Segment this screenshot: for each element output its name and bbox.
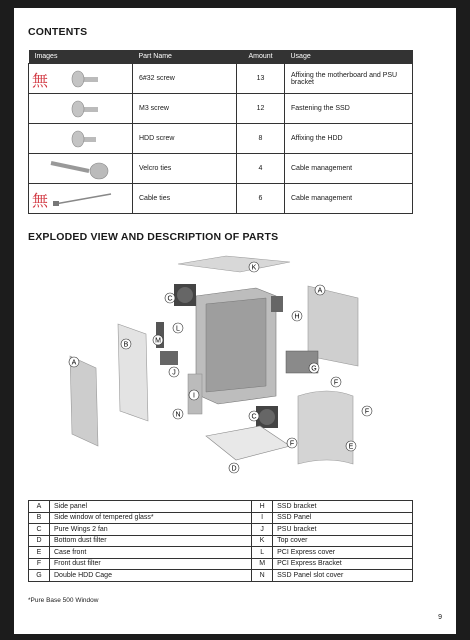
callout-k: K [251, 264, 257, 272]
callout-h: H [294, 313, 300, 321]
part-letter: N [252, 570, 273, 582]
part-letter: C [29, 524, 50, 536]
part-letter: K [252, 535, 273, 547]
table-row [29, 154, 413, 184]
table-row [29, 64, 413, 94]
bottom-filter-part [206, 426, 290, 460]
table-row [29, 558, 413, 570]
amount: 4 [237, 154, 285, 184]
part-description: Case front [50, 547, 252, 559]
amount: 6 [237, 184, 285, 214]
usage: Cable management [285, 154, 413, 184]
cable-tie-icon [51, 190, 117, 208]
part-name: 6#32 screw [133, 64, 237, 94]
no-image-mark: 無 [32, 73, 49, 90]
part-description: Side window of tempered glass* [50, 512, 252, 524]
page-number: 9 [438, 614, 442, 621]
screw-icon [71, 69, 109, 89]
contents-table [28, 50, 413, 214]
header-usage: Usage [285, 50, 413, 64]
top-cover-part [178, 256, 290, 272]
part-description: SSD Panel [273, 512, 413, 524]
callout-c-rear: C [251, 413, 257, 421]
part-description: Top cover [273, 535, 413, 547]
callout-j: J [172, 369, 176, 377]
part-letter: H [252, 501, 273, 513]
callout-f-right: F [364, 408, 370, 416]
part-letter: M [252, 558, 273, 570]
usage: Affixing the HDD [285, 124, 413, 154]
part-description: SSD bracket [273, 501, 413, 513]
part-description: PCI Express cover [273, 547, 413, 559]
callout-m: M [155, 337, 161, 345]
part-name: M3 screw [133, 94, 237, 124]
table-row [29, 570, 413, 582]
amount: 12 [237, 94, 285, 124]
callout-g: G [311, 365, 317, 373]
amount: 13 [237, 64, 285, 94]
table-row [29, 535, 413, 547]
header-images: Images [29, 50, 133, 64]
table-row [29, 512, 413, 524]
part-name: Cable ties [133, 184, 237, 214]
footnote: *Pure Base 500 Window [28, 597, 99, 604]
usage: Fastening the SSD [285, 94, 413, 124]
chassis-interior [206, 298, 266, 392]
part-name: Velcro ties [133, 154, 237, 184]
fan-top-rotor [177, 287, 193, 303]
callout-b: B [123, 341, 129, 349]
table-row [29, 501, 413, 513]
image-cell [29, 184, 133, 214]
callout-l: L [176, 325, 180, 333]
exploded-view-diagram [28, 246, 413, 494]
velcro-tie-icon [49, 157, 115, 181]
callout-a-right: A [317, 287, 323, 295]
part-description: Pure Wings 2 fan [50, 524, 252, 536]
parts-table [28, 500, 413, 582]
ssd-bracket-part [271, 296, 283, 312]
callout-d: D [231, 465, 237, 473]
screw-icon [71, 129, 109, 149]
image-cell [29, 94, 133, 124]
part-letter: J [252, 524, 273, 536]
side-panel-left-part [70, 356, 98, 446]
table-row [29, 547, 413, 559]
header-part-name: Part Name [133, 50, 237, 64]
part-description: Bottom dust filter [50, 535, 252, 547]
callout-f-bottom: F [289, 440, 295, 448]
callout-f-top: F [333, 379, 339, 387]
image-cell [29, 64, 133, 94]
part-name: HDD screw [133, 124, 237, 154]
part-description: PCI Express Bracket [273, 558, 413, 570]
glass-window-part [118, 324, 148, 421]
amount: 8 [237, 124, 285, 154]
part-letter: A [29, 501, 50, 513]
part-description: Double HDD Cage [50, 570, 252, 582]
part-description: Front dust filter [50, 558, 252, 570]
usage: Cable management [285, 184, 413, 214]
part-letter: L [252, 547, 273, 559]
image-cell [29, 124, 133, 154]
callout-n: N [175, 411, 181, 419]
part-letter: I [252, 512, 273, 524]
table-row [29, 524, 413, 536]
screw-icon [71, 99, 109, 119]
no-image-mark: 無 [32, 193, 49, 210]
part-letter: E [29, 547, 50, 559]
callout-i: I [193, 392, 195, 400]
case-front-part [298, 391, 353, 464]
psu-bracket-part [160, 351, 178, 365]
callout-e: E [348, 443, 354, 451]
part-description: PSU bracket [273, 524, 413, 536]
usage: Affixing the motherboard and PSU bracket [285, 64, 413, 94]
table-row [29, 124, 413, 154]
part-letter: G [29, 570, 50, 582]
part-letter: D [29, 535, 50, 547]
table-row [29, 94, 413, 124]
contents-title: CONTENTS [28, 26, 88, 38]
table-row [29, 184, 413, 214]
part-description: Side panel [50, 501, 252, 513]
part-letter: F [29, 558, 50, 570]
part-letter: B [29, 512, 50, 524]
fan-rear-rotor [259, 409, 275, 425]
image-cell [29, 154, 133, 184]
part-description: SSD Panel slot cover [273, 570, 413, 582]
callout-c: C [167, 295, 173, 303]
header-amount: Amount [237, 50, 285, 64]
exploded-view-title: EXPLODED VIEW AND DESCRIPTION OF PARTS [28, 231, 279, 243]
callout-a-left: A [71, 359, 77, 367]
